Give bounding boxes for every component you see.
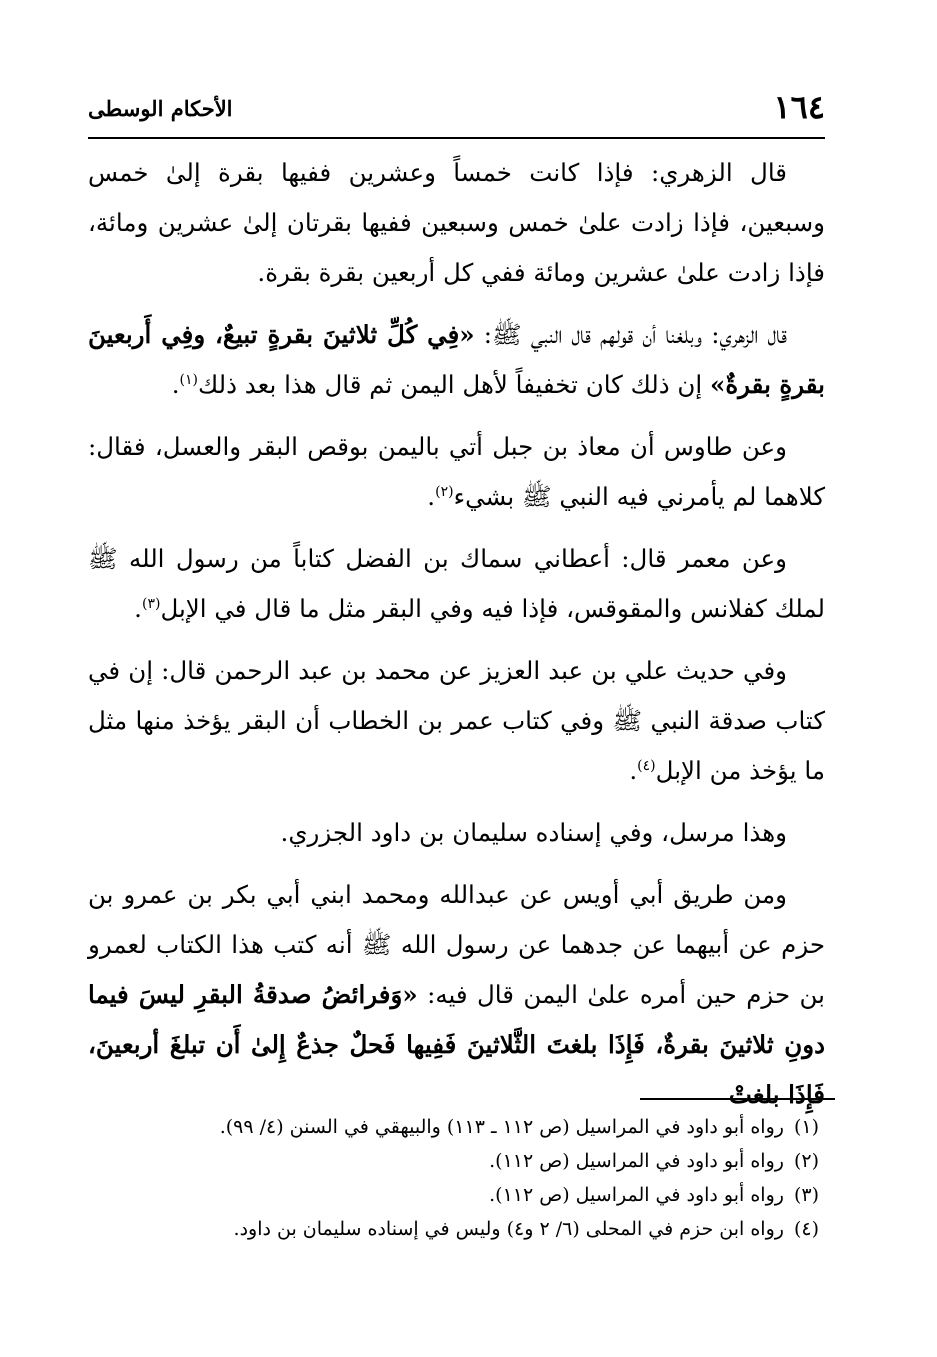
footnote-separator (640, 1098, 835, 1100)
footnote-text: رواه أبو داود في المراسيل (ص ١١٢ ـ ١١٣) والبيهقي في السنن (٤/ ٩٩). (219, 1116, 784, 1138)
footnote-4 (88, 1212, 819, 1246)
footnote-3 (88, 1178, 819, 1212)
paragraph-7 (88, 870, 825, 1120)
page-header (88, 88, 825, 128)
paragraph-4-end: . (134, 594, 142, 623)
paragraph-2-text: قال الزهري: وبلغنا أن قولهم قال النبي ﷺ: (474, 320, 787, 349)
paragraph-5-end: . (629, 756, 638, 785)
running-title: الأحكام الوسطى (88, 96, 233, 121)
footnotes (88, 1110, 819, 1246)
footnote-number: (٤) (793, 1218, 819, 1240)
page-number: ١٦٤ (773, 88, 825, 126)
hadith-quote-2: «وَفرائضُ صدقةُ البقرِ ليسَ فيما دونِ ثلاثينَ بقرةٌ، فَإِذَا بلغتَ الثَّلاثينَ فَفِيها فَحلٌ جذعٌ إِلىٰ أَن تبلغَ أربعينَ، فَإِذَا بلغتْ (88, 980, 825, 1109)
paragraph-2-text-cont: إن ذلك كان تخفيفاً لأهل اليمن ثم قال هذا بعد ذلك (197, 370, 711, 399)
footnote-ref-1[interactable]: (١) (179, 371, 198, 388)
footnote-number: (٢) (793, 1150, 819, 1172)
paragraph-3-end: . (427, 482, 436, 511)
paragraph-2-end: . (171, 370, 180, 399)
paragraph-3 (88, 422, 825, 522)
header-rule (88, 137, 825, 139)
footnote-text: رواه أبو داود في المراسيل (ص ١١٢). (489, 1184, 784, 1206)
main-text (88, 148, 825, 1120)
paragraph-5 (88, 646, 825, 796)
paragraph-7-text: ومن طريق أبي أويس عن عبدالله ومحمد ابني أبي بكر بن عمرو بن حزم عن أبيهما عن جدهما عن رسول الله ﷺ أنه كتب هذا الكتاب لعمرو بن حزم حين أمره علىٰ اليمن قال فيه: (88, 880, 825, 1009)
footnote-number: (٣) (793, 1184, 819, 1206)
paragraph-4-text: وعن معمر قال: أعطاني سماك بن الفضل كتاباً من رسول الله ﷺ لملك كفلانس والمقوقس، فإذا فيه وفي البقر مثل ما قال في الإبل (88, 544, 825, 623)
footnote-2 (88, 1144, 819, 1178)
paragraph-3-text: وعن طاوس أن معاذ بن جبل أتي باليمن بوقص البقر والعسل، فقال: كلاهما لم يأمرني فيه النبي ﷺ بشيء (88, 432, 825, 511)
footnote-ref-4[interactable]: (٤) (637, 757, 656, 774)
footnote-text: رواه ابن حزم في المحلى (٦/ ٢ و٤) وليس في إسناده سليمان بن داود. (233, 1218, 784, 1240)
footnote-ref-2[interactable]: (٢) (435, 483, 454, 500)
paragraph-6: وهذا مرسل، وفي إسناده سليمان بن داود الجزري. (280, 818, 787, 847)
paragraph-2 (88, 310, 825, 410)
footnote-ref-3[interactable]: (٣) (141, 595, 161, 612)
hadith-quote-1: «فِي كُلِّ ثلاثينَ بقرةٍ تبيعٌ، وفِي أَربعينَ بقرةٍ بقرةٌ» (88, 320, 825, 399)
paragraph-5-text: وفي حديث علي بن عبد العزيز عن محمد بن عبد الرحمن قال: إن في كتاب صدقة النبي ﷺ وفي كتاب عمر بن الخطاب أن البقر يؤخذ منها مثل ما يؤخذ من الإبل (88, 656, 825, 785)
paragraph-1: قال الزهري: فإذا كانت خمساً وعشرين ففيها بقرة إلىٰ خمس وسبعين، فإذا زادت علىٰ خمس وسبعين ففيها بقرتان إلىٰ عشرين ومائة، فإذا زادت علىٰ عشرين ومائة ففي كل أربعين بقرة بقرة. (88, 158, 825, 287)
footnote-number: (١) (793, 1116, 819, 1138)
footnote-1 (88, 1110, 819, 1144)
footnote-text: رواه أبو داود في المراسيل (ص ١١٢). (489, 1150, 784, 1172)
paragraph-4 (88, 534, 825, 634)
